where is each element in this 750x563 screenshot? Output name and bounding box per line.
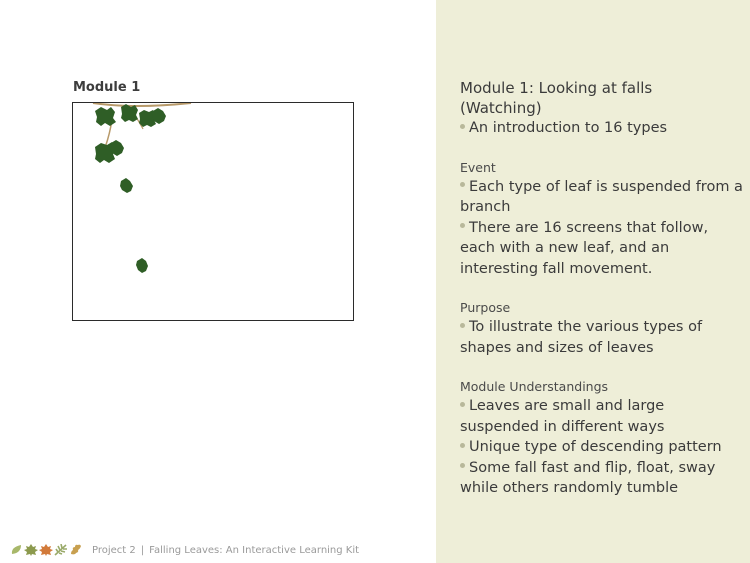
- oak-leaf-icon: [69, 541, 83, 560]
- section-title-purpose: Purpose: [460, 300, 511, 315]
- footer-project-label: Project 2: [92, 544, 136, 556]
- footer: [10, 542, 359, 558]
- bullet-icon: [460, 323, 465, 328]
- understanding-bullet: Unique type of descending pattern: [460, 437, 744, 458]
- falling-leaf-icon: [136, 258, 148, 273]
- leaf-cluster: [95, 104, 166, 273]
- bullet-icon: [460, 463, 465, 468]
- bullet-icon: [460, 182, 465, 187]
- maple-leaf-icon: [39, 541, 53, 560]
- footer-leaf-icons: [10, 541, 84, 560]
- branch: [93, 103, 191, 106]
- leaf-icon: [95, 107, 116, 126]
- understanding-bullet: Some fall fast and flip, float, sway while others randomly tumble: [460, 459, 716, 496]
- section-title-event: Event: [460, 159, 496, 175]
- footer-project-title: Falling Leaves: An Interactive Learning Kit: [149, 544, 360, 556]
- module-label: Module 1: [73, 80, 141, 95]
- bullet-icon: [460, 124, 465, 129]
- leaf-scene: [73, 103, 354, 321]
- understanding-bullet: Leaves are small and large suspended in different ways: [460, 398, 665, 435]
- purpose-bullet: To illustrate the various types of shapes and sizes of leaves: [460, 319, 703, 356]
- falling-leaf-icon: [120, 178, 133, 193]
- module-preview-frame[interactable]: [72, 102, 354, 321]
- module-heading: Module 1: Looking at falls (Watching): [460, 79, 653, 117]
- maple-leaf-icon: [24, 541, 38, 560]
- leaf-icon: [10, 541, 23, 560]
- bullet-icon: [460, 223, 465, 228]
- bullet-icon: [460, 443, 465, 448]
- fern-leaf-icon: [54, 541, 68, 560]
- event-bullet: There are 16 screens that follow, each with a new leaf, and an interesting fall movement.: [460, 219, 709, 277]
- module-description: [460, 78, 744, 499]
- event-bullet: Each type of leaf is suspended from a branch: [460, 178, 743, 215]
- footer-separator: |: [140, 544, 145, 556]
- leaf-icon: [121, 104, 138, 122]
- section-title-understandings: Module Understandings: [460, 379, 609, 394]
- intro-bullet: An introduction to 16 types: [460, 118, 744, 139]
- bullet-icon: [460, 402, 465, 407]
